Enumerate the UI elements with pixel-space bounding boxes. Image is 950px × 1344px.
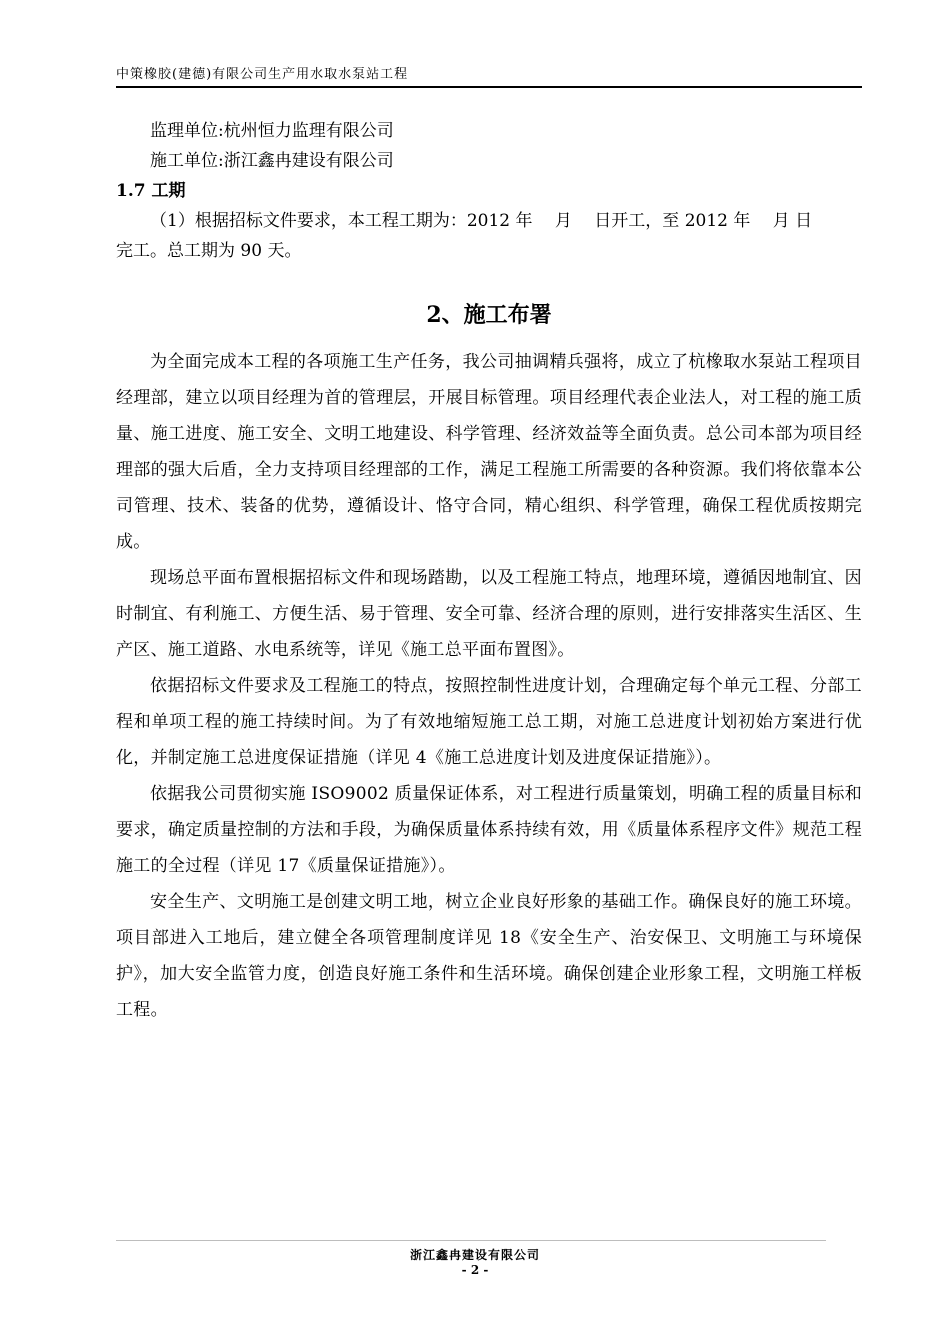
schedule-line-2: 完工。总工期为 90 天。 [116,241,302,261]
construction-unit-line: 施工单位:浙江鑫冉建设有限公司 [150,151,394,171]
document-body [116,116,862,1028]
subheading-schedule: 1.7 工期 [116,181,186,201]
paragraph-quality: 依据我公司贯彻实施 ISO9002 质量保证体系，对工程进行质量策划，明确工程的质量目标和要求，确定质量控制的方法和手段，为确保质量体系持续有效，用《质量体系程序文件》规范工程施工的全过程（详见 17《质量保证措施》）。 [116,784,862,876]
paragraph-site-layout: 现场总平面布置根据招标文件和现场踏勘，以及工程施工特点，地理环境，遵循因地制宜、因时制宜、有利施工、方便生活、易于管理、安全可靠、经济合理的原则，进行安排落实生活区、生产区、施工道路、水电系统等，详见《施工总平面布置图》。 [116,568,862,660]
paragraph-safety: 安全生产、文明施工是创建文明工地，树立企业良好形象的基础工作。确保良好的施工环境。项目部进入工地后，建立健全各项管理制度详见 18《安全生产、治安保卫、文明施工与环境保护》，加大安全监管力度，创造良好施工条件和生活环境。确保创建企业形象工程，文明施工样板工程。 [116,892,862,1020]
supervision-unit-line: 监理单位:杭州恒力监理有限公司 [150,121,394,141]
page-number: - 2 - [461,1263,489,1277]
paragraph-organization: 为全面完成本工程的各项施工生产任务，我公司抽调精兵强将，成立了杭橡取水泵站工程项目经理部，建立以项目经理为首的管理层，开展目标管理。项目经理代表企业法人，对工程的施工质量、施工进度、施工安全、文明工地建设、科学管理、经济效益等全面负责。总公司本部为项目经理部的强大后盾，全力支持项目经理部的工作，满足工程施工所需要的各种资源。我们将依靠本公司管理、技术、装备的优势，遵循设计、恪守合同，精心组织、科学管理，确保工程优质按期完成。 [116,352,862,552]
paragraph-schedule: 依据招标文件要求及工程施工的特点，按照控制性进度计划，合理确定每个单元工程、分部工程和单项工程的施工持续时间。为了有效地缩短施工总工期，对施工总进度计划初始方案进行优化，并制定施工总进度保证措施（详见 4《施工总进度计划及进度保证措施》）。 [116,676,862,768]
running-header: 中策橡胶(建德)有限公司生产用水取水泵站工程 [116,67,409,82]
footer-company: 浙江鑫冉建设有限公司 [409,1248,540,1262]
footer-rule [116,1240,826,1241]
header-rule [116,86,862,88]
schedule-line-1: （1）根据招标文件要求，本工程工期为：2012 年 月 日开工，至 2012 年 月 日 [150,211,813,231]
section-heading: 2、施工布署 [426,302,552,328]
